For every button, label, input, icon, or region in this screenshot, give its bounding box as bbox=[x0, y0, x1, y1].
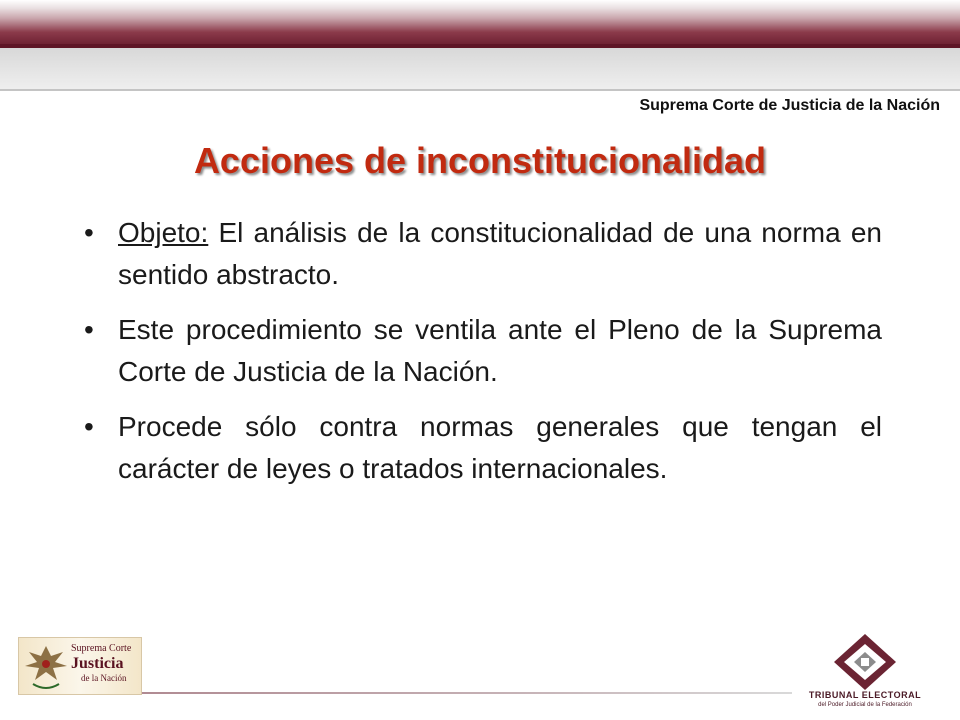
tribunal-electoral-logo bbox=[800, 632, 930, 712]
logo-subtitle: del Poder Judicial de la Federación bbox=[818, 702, 912, 708]
top-banner bbox=[0, 0, 960, 46]
bullet-item-objeto bbox=[78, 212, 882, 296]
logo-line-2: Justicia bbox=[71, 655, 124, 672]
bullet-text: El análisis de la constitucionalidad de una norma en sentido abstracto. bbox=[118, 217, 882, 290]
bullet-label: Objeto: bbox=[118, 217, 209, 248]
footer-divider bbox=[140, 692, 792, 694]
logo-name: TRIBUNAL ELECTORAL bbox=[808, 690, 922, 700]
bullet-item-procede bbox=[78, 406, 882, 490]
bullet-text: Procede sólo contra normas generales que tengan el carácter de leyes o tratados internacionales. bbox=[118, 411, 882, 484]
scjn-logo bbox=[18, 637, 142, 695]
bullet-dot: • bbox=[84, 411, 94, 442]
bullet-dot: • bbox=[84, 217, 94, 248]
bullet-dot: • bbox=[84, 314, 94, 345]
bullet-text: Este procedimiento se ventila ante el Pleno de la Suprema Corte de Justicia de la Nación. bbox=[118, 314, 882, 387]
slide-title: Acciones de inconstitucionalidad bbox=[193, 140, 767, 181]
bullet-item-procedimiento bbox=[78, 309, 882, 393]
logo-line-3: de la Nación bbox=[81, 673, 127, 683]
eagle-emblem-icon bbox=[23, 642, 69, 692]
gray-banner bbox=[0, 48, 960, 90]
logo-line-1: Suprema Corte bbox=[71, 643, 132, 654]
organization-name: Suprema Corte de Justicia de la Nación bbox=[639, 97, 940, 114]
diamond-emblem-icon bbox=[800, 632, 930, 690]
bullet-list bbox=[78, 212, 882, 503]
gray-banner-rule bbox=[0, 89, 960, 91]
